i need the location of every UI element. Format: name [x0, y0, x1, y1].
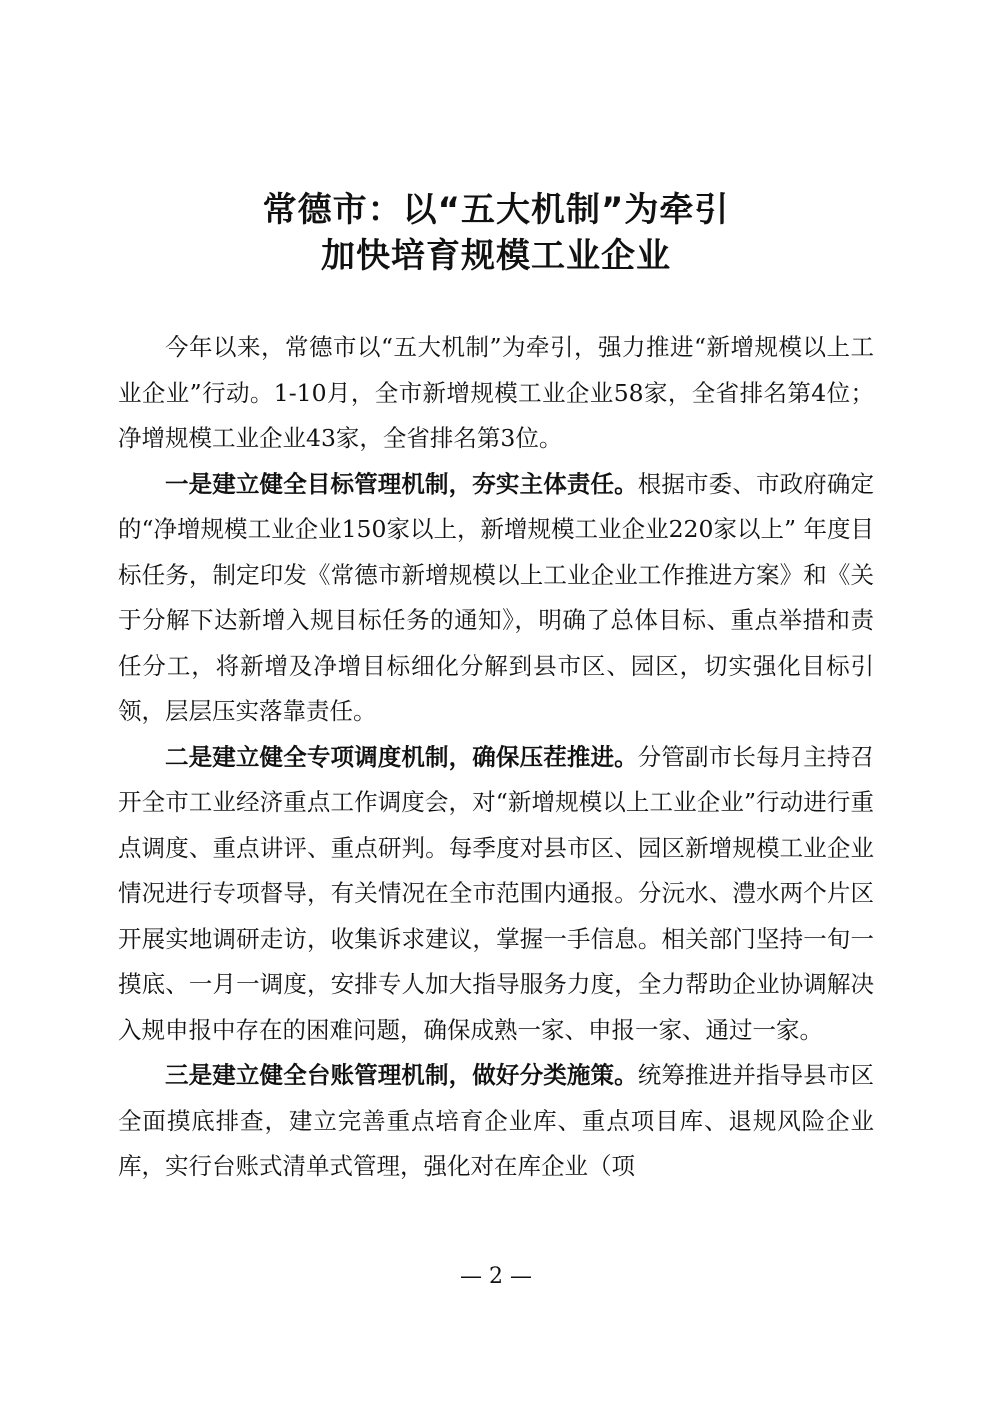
page-title-line-2: 加快培育规模工业企业 [321, 236, 671, 276]
paragraph-ledger-management [118, 1053, 874, 1190]
paragraph-text: 根据市委、市政府确定的“净增规模工业企业150家以上，新增规模工业企业220家以上” 年度目标任务，制定印发《常德市新增规模以上工业企业工作推进方案》和《关于分解下达新增入规目标任务的通知》，明确了总体目标、重点举措和责任分工，将新增及净增目标细化分解到县市区、园区，切实强化目标引领，层层压实落靠责任。 [118, 469, 875, 725]
paragraph-text: 今年以来，常德市以“五大机制”为牵引，强力推进“新增规模以上工业企业”行动。1-10月，全市新增规模工业企业58家，全省排名第4位；净增规模工业企业43家，全省排名第3位。 [118, 333, 874, 452]
paragraph-target-management [118, 462, 874, 735]
paragraph-intro [118, 325, 874, 462]
page-title-line-1: 常德市：以“五大机制”为牵引 [262, 190, 730, 230]
paragraph-lead: 一是建立健全目标管理机制，夯实主体责任。 [165, 469, 638, 498]
paragraph-special-scheduling [118, 735, 874, 1054]
page-number: — 2 — [460, 1264, 532, 1289]
document-body [118, 325, 874, 1190]
paragraph-lead: 二是建立健全专项调度机制，确保压茬推进。 [165, 742, 638, 771]
paragraph-text: 统筹推进并指导县市区全面摸底排查，建立完善重点培育企业库、重点项目库、退规风险企业库，实行台账式清单式管理，强化对在库企业（项 [118, 1061, 875, 1180]
paragraph-text: 分管副市长每月主持召开全市工业经济重点工作调度会，对“新增规模以上工业企业”行动进行重点调度、重点讲评、重点研判。每季度对县市区、园区新增规模工业企业情况进行专项督导，有关情况在全市范围内通报。分沅水、澧水两个片区开展实地调研走访，收集诉求建议，掌握一手信息。相关部门坚持一旬一摸底、一月一调度，安排专人加大指导服务力度，全力帮助企业协调解决入规申报中存在的困难问题，确保成熟一家、申报一家、通过一家。 [118, 742, 875, 1044]
paragraph-lead: 三是建立健全台账管理机制，做好分类施策。 [165, 1061, 638, 1089]
